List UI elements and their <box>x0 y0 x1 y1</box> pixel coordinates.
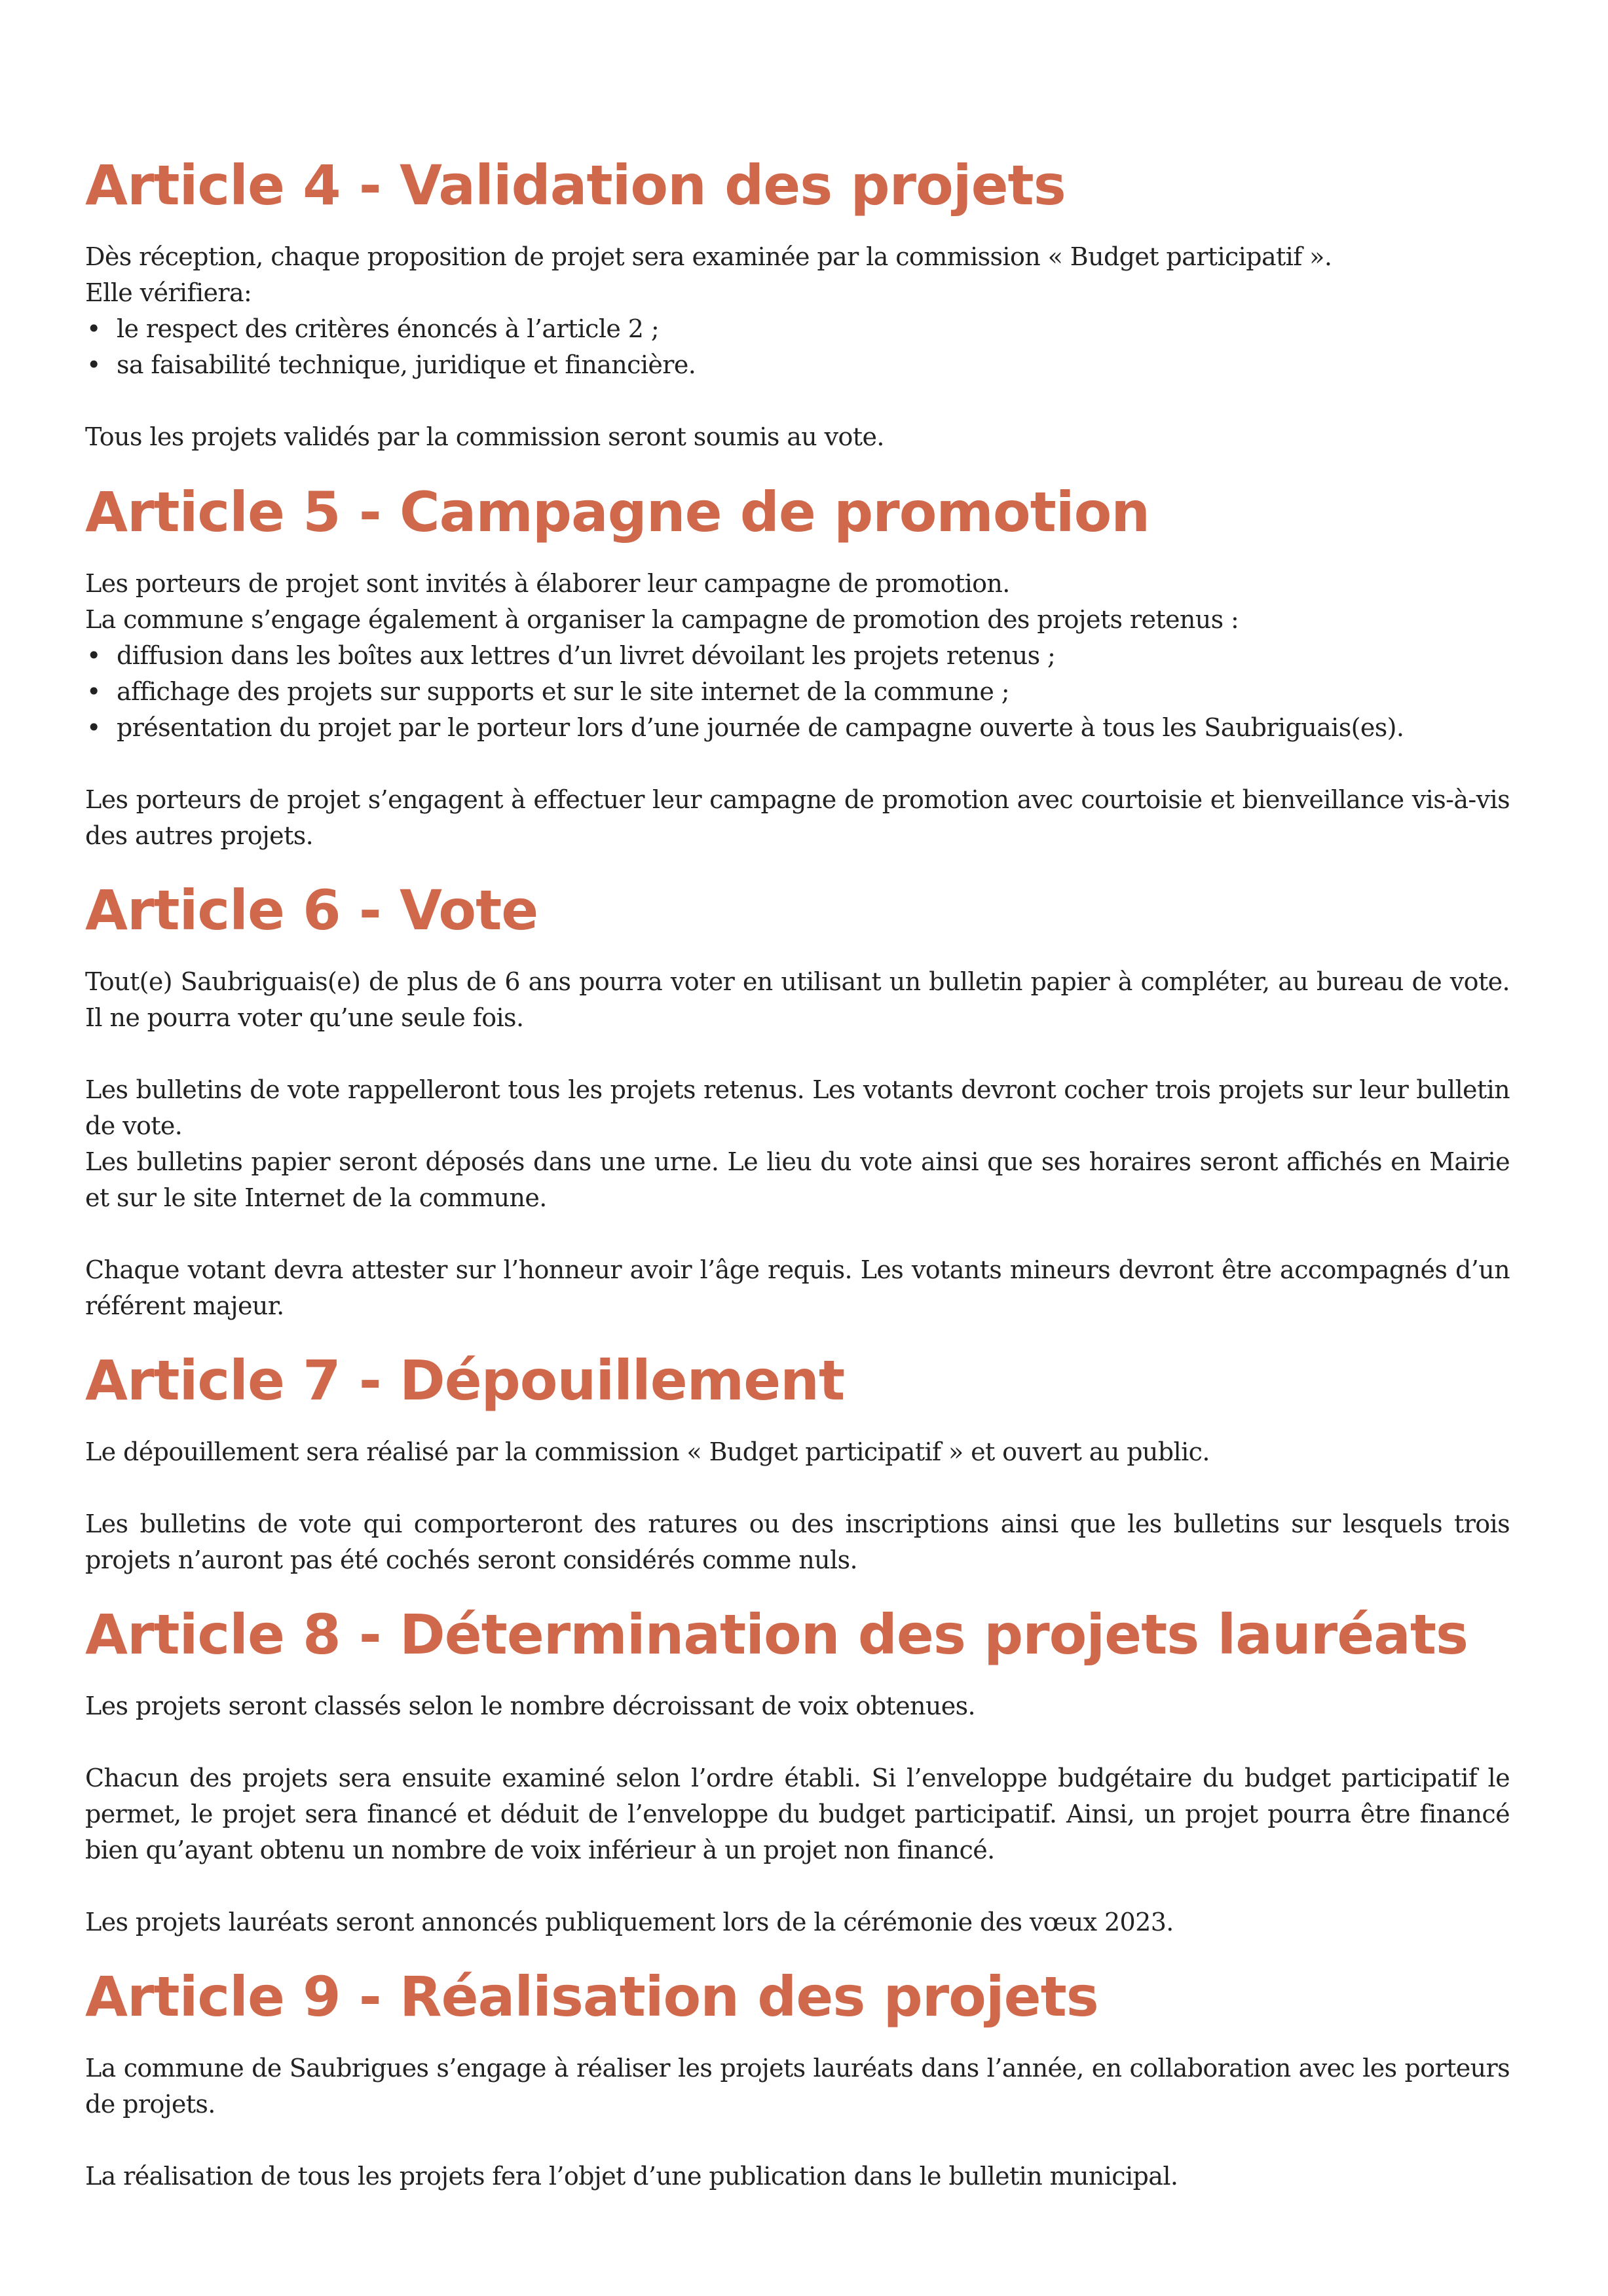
article-4-intro-line-1: Dès réception, chaque proposition de projet sera examinée par la commission « Budget participatif ». <box>85 242 1332 271</box>
article-7-paragraph-2: Les bulletins de vote qui comporteront des ratures ou des inscriptions ainsi que les bulletins sur lesquels trois projets n’auront pas été cochés seront considérés comme nuls. <box>85 1509 1510 1574</box>
article-8-paragraph-3: Les projets lauréats seront annoncés publiquement lors de la cérémonie des vœux 2023. <box>85 1908 1174 1936</box>
article-6-paragraph-2: Les bulletins de vote rappelleront tous les projets retenus. Les votants devront cocher trois projets sur leur bulletin de vote. <box>85 1075 1510 1140</box>
article-6-paragraph-1: Tout(e) Saubriguais(e) de plus de 6 ans pourra voter en utilisant un bulletin papier à compléter, au bureau de vote. Il ne pourra voter qu’une seule fois. <box>85 967 1510 1032</box>
article-8-paragraph-1: Les projets seront classés selon le nombre décroissant de voix obtenues. <box>85 1692 975 1720</box>
list-item: • présentation du projet par le porteur lors d’une journée de campagne ouverte à tous les Saubriguais(es). <box>85 710 1404 746</box>
article-7-paragraph-1: Le dépouillement sera réalisé par la commission « Budget participatif » et ouvert au public. <box>85 1437 1210 1466</box>
article-6-paragraph-4: Chaque votant devra attester sur l’honneur avoir l’âge requis. Les votants mineurs devront être accompagnés d’un référent majeur. <box>85 1255 1510 1320</box>
article-6-heading: Article 6 - Vote <box>85 878 538 942</box>
article-9-heading: Article 9 - Réalisation des projets <box>85 1965 1098 2029</box>
article-9-paragraph-1: La commune de Saubrigues s’engage à réaliser les projets lauréats dans l’année, en collaboration avec les porteurs de projets. <box>85 2054 1510 2119</box>
article-9-paragraph-2: La réalisation de tous les projets fera l’objet d’une publication dans le bulletin municipal. <box>85 2162 1178 2191</box>
list-item: • sa faisabilité technique, juridique et financière. <box>85 347 696 383</box>
article-8-paragraph-2: Chacun des projets sera ensuite examiné selon l’ordre établi. Si l’enveloppe budgétaire du budget participatif le permet, le projet sera financé et déduit de l’enveloppe du budget participatif. Ainsi, un projet pourra être financé bien qu’ayant obtenu un nombre de voix inférieur à un projet non financé. <box>85 1764 1510 1864</box>
bullet-icon: • <box>86 350 101 379</box>
article-5-intro-line-1: Les porteurs de projet sont invités à élaborer leur campagne de promotion. <box>85 569 1010 598</box>
article-5-promotion-list <box>85 638 1404 746</box>
article-6-paragraph-3: Les bulletins papier seront déposés dans une urne. Le lieu du vote ainsi que ses horaires seront affichés en Mairie et sur le site Internet de la commune. <box>85 1147 1510 1212</box>
list-item: • diffusion dans les boîtes aux lettres d’un livret dévoilant les projets retenus ; <box>85 638 1404 674</box>
article-7-heading: Article 7 - Dépouillement <box>85 1348 845 1413</box>
article-5-heading: Article 5 - Campagne de promotion <box>85 480 1150 544</box>
bullet-icon: • <box>86 641 101 670</box>
bullet-icon: • <box>86 314 101 343</box>
bullet-icon: • <box>86 713 101 742</box>
article-4-intro-line-2: Elle vérifiera: <box>85 278 252 307</box>
bullet-icon: • <box>86 677 101 706</box>
article-8-heading: Article 8 - Détermination des projets lauréats <box>85 1602 1468 1667</box>
article-5-outro: Les porteurs de projet s’engagent à effectuer leur campagne de promotion avec courtoisie et bienveillance vis-à-vis des autres projets. <box>85 785 1510 850</box>
article-4-criteria-list <box>85 311 696 383</box>
list-item: • le respect des critères énoncés à l’article 2 ; <box>85 311 696 347</box>
article-4-heading: Article 4 - Validation des projets <box>85 153 1066 217</box>
list-item: • affichage des projets sur supports et sur le site internet de la commune ; <box>85 674 1404 710</box>
article-5-intro-line-2: La commune s’engage également à organiser la campagne de promotion des projets retenus : <box>85 605 1239 634</box>
article-4-outro: Tous les projets validés par la commission seront soumis au vote. <box>85 422 884 451</box>
